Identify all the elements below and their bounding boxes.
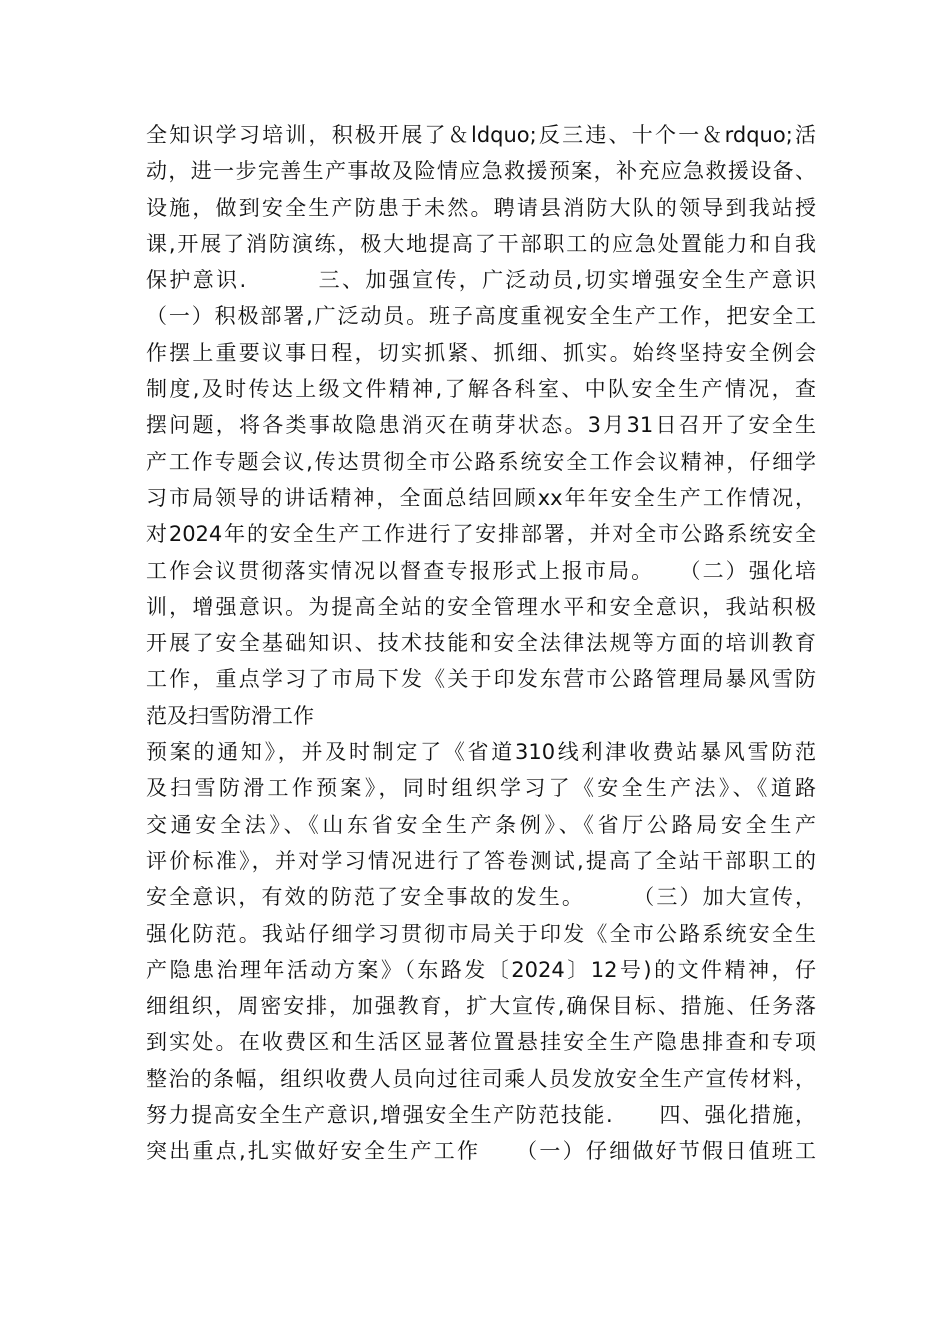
text-line-25: 细组织，周密安排，加强教育，扩大宣传,确保目标、措施、任务落 [146, 994, 816, 1019]
text-line-4: 课,开展了消防演练，极大地提高了干部职工的应急处置能力和自我 [146, 231, 816, 256]
body-text [146, 117, 816, 1170]
text-line-8: 制度,及时传达上级文件精神,了解各科室、中队安全生产情况，查 [146, 377, 816, 402]
text-line-24: 产隐患治理年活动方案》（东路发〔2024〕12号)的文件精神，仔 [146, 957, 816, 982]
text-line-16: 工作，重点学习了市局下发《关于印发东营市公路管理局暴风雪防 [146, 667, 816, 692]
text-line-23: 强化防范。我站仔细学习贯彻市局关于印发《全市公路系统安全生 [146, 921, 816, 946]
text-line-17: 范及扫雪防滑工作 [146, 703, 314, 728]
text-line-29: 突出重点,扎实做好安全生产工作 （一）仔细做好节假日值班工 [146, 1139, 816, 1164]
text-line-20: 交通安全法》、《山东省安全生产条例》、《省厅公路局安全生产 [146, 812, 816, 837]
text-line-7: 作摆上重要议事日程，切实抓紧、抓细、抓实。始终坚持安全例会 [146, 340, 816, 365]
text-line-26: 到实处。在收费区和生活区显著位置悬挂安全生产隐患排查和专项 [146, 1030, 816, 1055]
text-line-18: 预案的通知》，并及时制定了《省道310线利津收费站暴风雪防范 [146, 740, 816, 765]
text-line-3: 设施，做到安全生产防患于未然。聘请县消防大队的领导到我站授 [146, 195, 816, 220]
text-line-10: 产工作专题会议,传达贯彻全市公路系统安全工作会议精神，仔细学 [146, 449, 816, 474]
text-line-14: 训，增强意识。为提高全站的安全管理水平和安全意识，我站积极 [146, 594, 816, 619]
text-line-5: 保护意识. 三、加强宣传，广泛动员,切实增强安全生产意识 [146, 268, 816, 293]
text-line-9: 摆问题，将各类事故隐患消灭在萌芽状态。3月31日召开了安全生 [146, 413, 816, 438]
text-line-13: 工作会议贯彻落实情况以督查专报形式上报市局。 （二）强化培 [146, 558, 816, 583]
text-line-6: （一）积极部署,广泛动员。班子高度重视安全生产工作，把安全工 [146, 304, 816, 329]
text-line-28: 努力提高安全生产意识,增强安全生产防范技能. 四、强化措施， [146, 1103, 816, 1128]
text-line-2: 动，进一步完善生产事故及险情应急救援预案，补充应急救援设备、 [146, 159, 816, 184]
text-line-1: 全知识学习培训，积极开展了＆ldquo;反三违、十个一＆rdquo;活 [146, 123, 816, 147]
text-line-27: 整治的条幅，组织收费人员向过往司乘人员发放安全生产宣传材料， [146, 1066, 816, 1091]
text-line-12: 对2024年的安全生产工作进行了安排部署，并对全市公路系统安全 [146, 522, 816, 547]
text-line-19: 及扫雪防滑工作预案》，同时组织学习了《安全生产法》、《道路 [146, 776, 816, 801]
text-line-22: 安全意识，有效的防范了安全事故的发生。 （三）加大宣传， [146, 885, 816, 910]
text-line-15: 开展了安全基础知识、技术技能和安全法律法规等方面的培训教育 [146, 631, 816, 656]
text-line-21: 评价标准》，并对学习情况进行了答卷测试,提高了全站干部职工的 [146, 848, 816, 873]
text-line-11: 习市局领导的讲话精神，全面总结回顾xx年年安全生产工作情况， [146, 485, 816, 510]
